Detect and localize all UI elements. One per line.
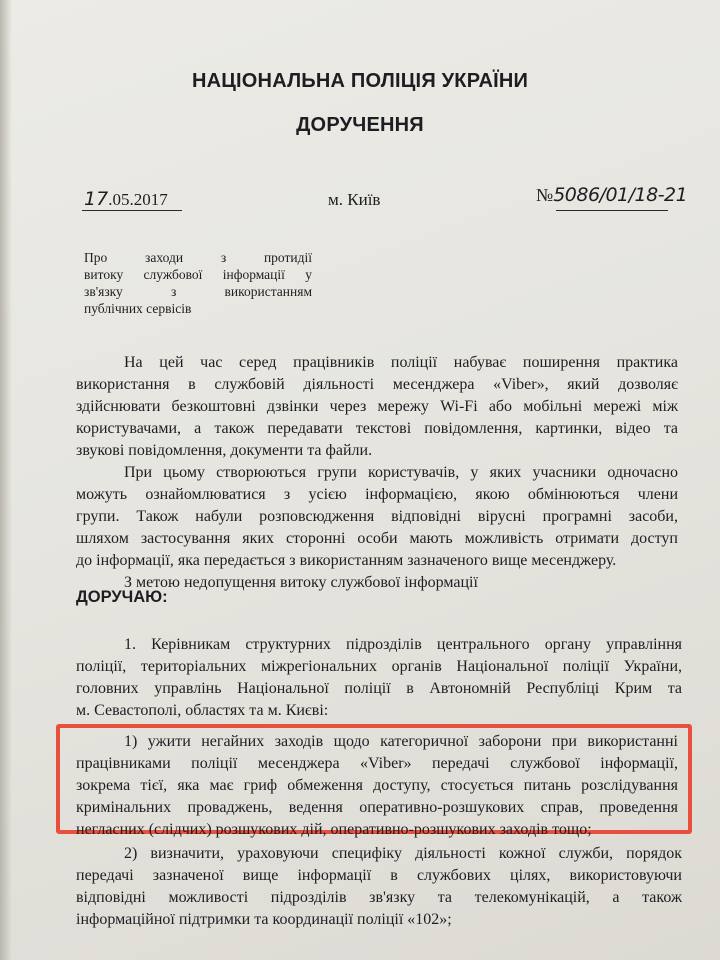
number-underline: [556, 210, 668, 211]
date-month-year: .05.2017: [108, 190, 168, 209]
intro-p1-line: користувачами, а також передавати текстові повідомлення, картинки, відео та: [76, 420, 678, 437]
subject-line: витоку службової інформації у: [84, 267, 312, 282]
document-city: м. Київ: [328, 190, 381, 209]
item-1-line: м. Севастополі, областях та м. Києві:: [76, 702, 329, 719]
subject-line: Про заходи з протидії: [84, 250, 312, 265]
item-1-2-line: 2) визначити, ураховуючи специфіку діяльності кожної служби, порядок: [124, 845, 682, 862]
paper-shadow: [0, 0, 12, 960]
item-1: [76, 634, 682, 722]
number-handwritten: 5086/01/18-21: [553, 184, 688, 206]
document-title: НАЦІОНАЛЬНА ПОЛІЦІЯ УКРАЇНИ: [191, 70, 529, 92]
item-1-line: головних управлінь Національної поліції в Автономній Республіці Крим та: [76, 680, 682, 697]
item-1-line: поліції, територіальних міжрегіональних органів Національної поліції України,: [76, 658, 682, 675]
intro-p3-line: З метою недопущення витоку службової інформації: [124, 574, 478, 591]
intro-p2-line: можуть ознайомлюватися з усією інформацією, якою обмінюються члени: [76, 486, 678, 503]
item-1-1-line: кримінальних проваджень, ведення оперативно-розшукових справ, проведення: [76, 799, 678, 816]
order-heading: ДОРУЧАЮ:: [76, 588, 168, 606]
intro-section: [76, 352, 678, 594]
item-1-2: [76, 843, 682, 931]
item-1-1-line: негласних (слідчих) розшукових дій, оперативно-розшукових заходів тощо;: [76, 821, 592, 838]
subject-line: публічних сервісів: [84, 301, 192, 316]
intro-p1-line: використання в службовій діяльності месенджера «Viber», який дозволяє: [76, 376, 678, 393]
number-sign: №: [536, 185, 554, 205]
item-1-1-line: 1) ужити негайних заходів щодо категоричної заборони при використанні: [124, 733, 678, 750]
item-1-1-line: працівниками поліції месенджера «Viber» передачі службової інформації,: [76, 755, 678, 772]
document-subject: [84, 249, 312, 317]
date-day-handwritten: 17: [84, 188, 109, 210]
intro-p1-line: здійснювати безкоштовні дзвінки через мережу Wi-Fi або мобільні мережі між: [76, 398, 678, 415]
item-1-1-line: зокрема тієї, яка має гриф обмеження доступу, стосується питань розслідування: [76, 777, 678, 794]
item-1-2-line: передачі зазначеної вище інформації в службових цілях, використовуючи: [76, 867, 682, 884]
intro-p1-line: На цей час серед працівників поліції набуває поширення практика: [124, 354, 678, 371]
intro-p2-line: При цьому створюються групи користувачів, у яких учасники одночасно: [124, 464, 678, 481]
document-date: [84, 188, 168, 210]
intro-p1-line: звукові повідомлення, документи та файли.: [76, 442, 373, 459]
intro-p2-line: шляхом застосування яких сторонні особи мають можливість отримати доступ: [76, 530, 678, 547]
intro-p2-line: до інформації, яка передається з використанням зазначеного вище месенджеру.: [76, 552, 617, 569]
date-underline: [82, 210, 182, 211]
item-1-2-line: відповідні можливості підрозділів зв'язку та телекомунікацій, а також: [76, 889, 682, 906]
item-1-line: 1. Керівникам структурних підрозділів центрального органу управління: [124, 636, 682, 653]
item-1-2-line: інформаційної підтримки та координації поліції «102»;: [76, 911, 452, 928]
document-type: ДОРУЧЕННЯ: [296, 114, 424, 136]
intro-p2-line: групи. Також набули розповсюдження відповідні вірусні програмні засоби,: [76, 508, 678, 525]
subject-line: зв'язку з використанням: [84, 284, 312, 299]
item-1-1: [76, 731, 678, 841]
document-number: [536, 184, 687, 206]
